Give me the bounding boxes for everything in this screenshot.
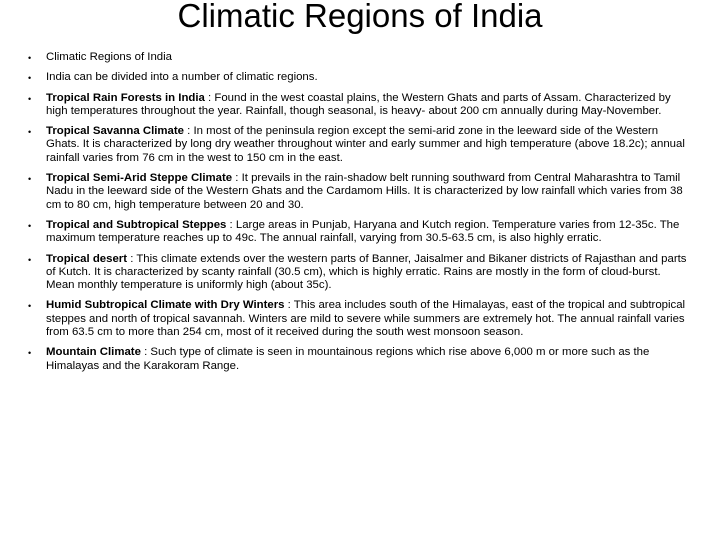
- bullet-heading: Tropical Semi-Arid Steppe Climate: [46, 172, 233, 185]
- bullet-dot-icon: •: [28, 348, 32, 359]
- bullet-list: [28, 51, 688, 380]
- bullet-text: : This area includes south of the Himalayas, east of the tropical and subtropical steppes and north of tropical savannah. Winters are mild to severe while summers are extremely hot. The annual rainfall varies from 63.5 cm to more than 254 cm, most of it received during the south west monsoon season.: [46, 299, 686, 339]
- bullet-heading: Tropical Savanna Climate: [46, 125, 185, 138]
- bullet-text: : Found in the west coastal plains, the Western Ghats and parts of Assam. Characterized by high temperatures throughout the year. Rainfall, though seasonal, is heavy- about 200 cm annually during May-November.: [46, 91, 671, 117]
- bullet-text: : It prevails in the rain-shadow belt running southward from Central Maharashtra to Tamil Nadu in the leeward side of the Western Ghats and the Cardamom Hills. It is characterized by low rainfall which varies from 38 cm to 80 cm, high temperature between 20 and 30.: [46, 172, 683, 211]
- bullet-dot-icon: •: [28, 254, 32, 265]
- slide-title: Climatic Regions of India: [177, 0, 543, 34]
- bullet-item: [28, 172, 688, 212]
- bullet-text: : This climate extends over the western parts of Banner, Jaisalmer and Bikaner districts of Rajasthan and parts of Kutch. It is characterized by scanty rainfall (30.5 cm), which is highly erratic. Rains are mostly in the form of cloud-burst. Mean monthly temperature is uniformly high (about 35c).: [46, 252, 687, 292]
- bullet-heading: Tropical desert: [46, 252, 128, 265]
- bullet-dot-icon: •: [28, 301, 32, 312]
- bullet-text: : In most of the peninsula region except the semi-arid zone in the leeward side of the Western Ghats. It is characterized by long dry weather throughout winter and early summer and high temperature (above 18.2c); annual rainfall varies from 76 cm in the west to 150 cm in the east.: [46, 125, 685, 164]
- bullet-item: [28, 219, 688, 246]
- bullet-dot-icon: •: [28, 174, 32, 185]
- bullet-item: [28, 253, 688, 293]
- bullet-text: : Large areas in Punjab, Haryana and Kutch region. Temperature varies from 12-35c. The maximum temperature reaches up to 49c. The annual rainfall, varying from 30.5-63.5 cm, is also highly erratic.: [46, 218, 680, 245]
- bullet-item: [28, 125, 688, 165]
- bullet-item: [28, 71, 688, 84]
- bullet-heading: Humid Subtropical Climate with Dry Winters: [46, 299, 285, 312]
- bullet-dot-icon: •: [28, 73, 32, 84]
- bullet-heading: Mountain Climate: [46, 346, 141, 359]
- bullet-text: India can be divided into a number of climatic regions.: [46, 71, 318, 84]
- bullet-heading: Tropical Rain Forests in India: [46, 91, 205, 104]
- bullet-dot-icon: •: [28, 127, 32, 138]
- bullet-dot-icon: •: [28, 93, 32, 104]
- bullet-text: Climatic Regions of India: [46, 51, 172, 63]
- bullet-heading: Tropical and Subtropical Steppes: [46, 218, 227, 231]
- bullet-item: [28, 299, 688, 339]
- bullet-dot-icon: •: [28, 53, 32, 63]
- bullet-item: [28, 51, 688, 64]
- bullet-item: [28, 346, 688, 373]
- bullet-text: : Such type of climate is seen in mountainous regions which rise above 6,000 m or more such as the Himalayas and the Karakoram Range.: [46, 346, 650, 372]
- bullet-item: [28, 92, 688, 119]
- bullet-dot-icon: •: [28, 220, 32, 231]
